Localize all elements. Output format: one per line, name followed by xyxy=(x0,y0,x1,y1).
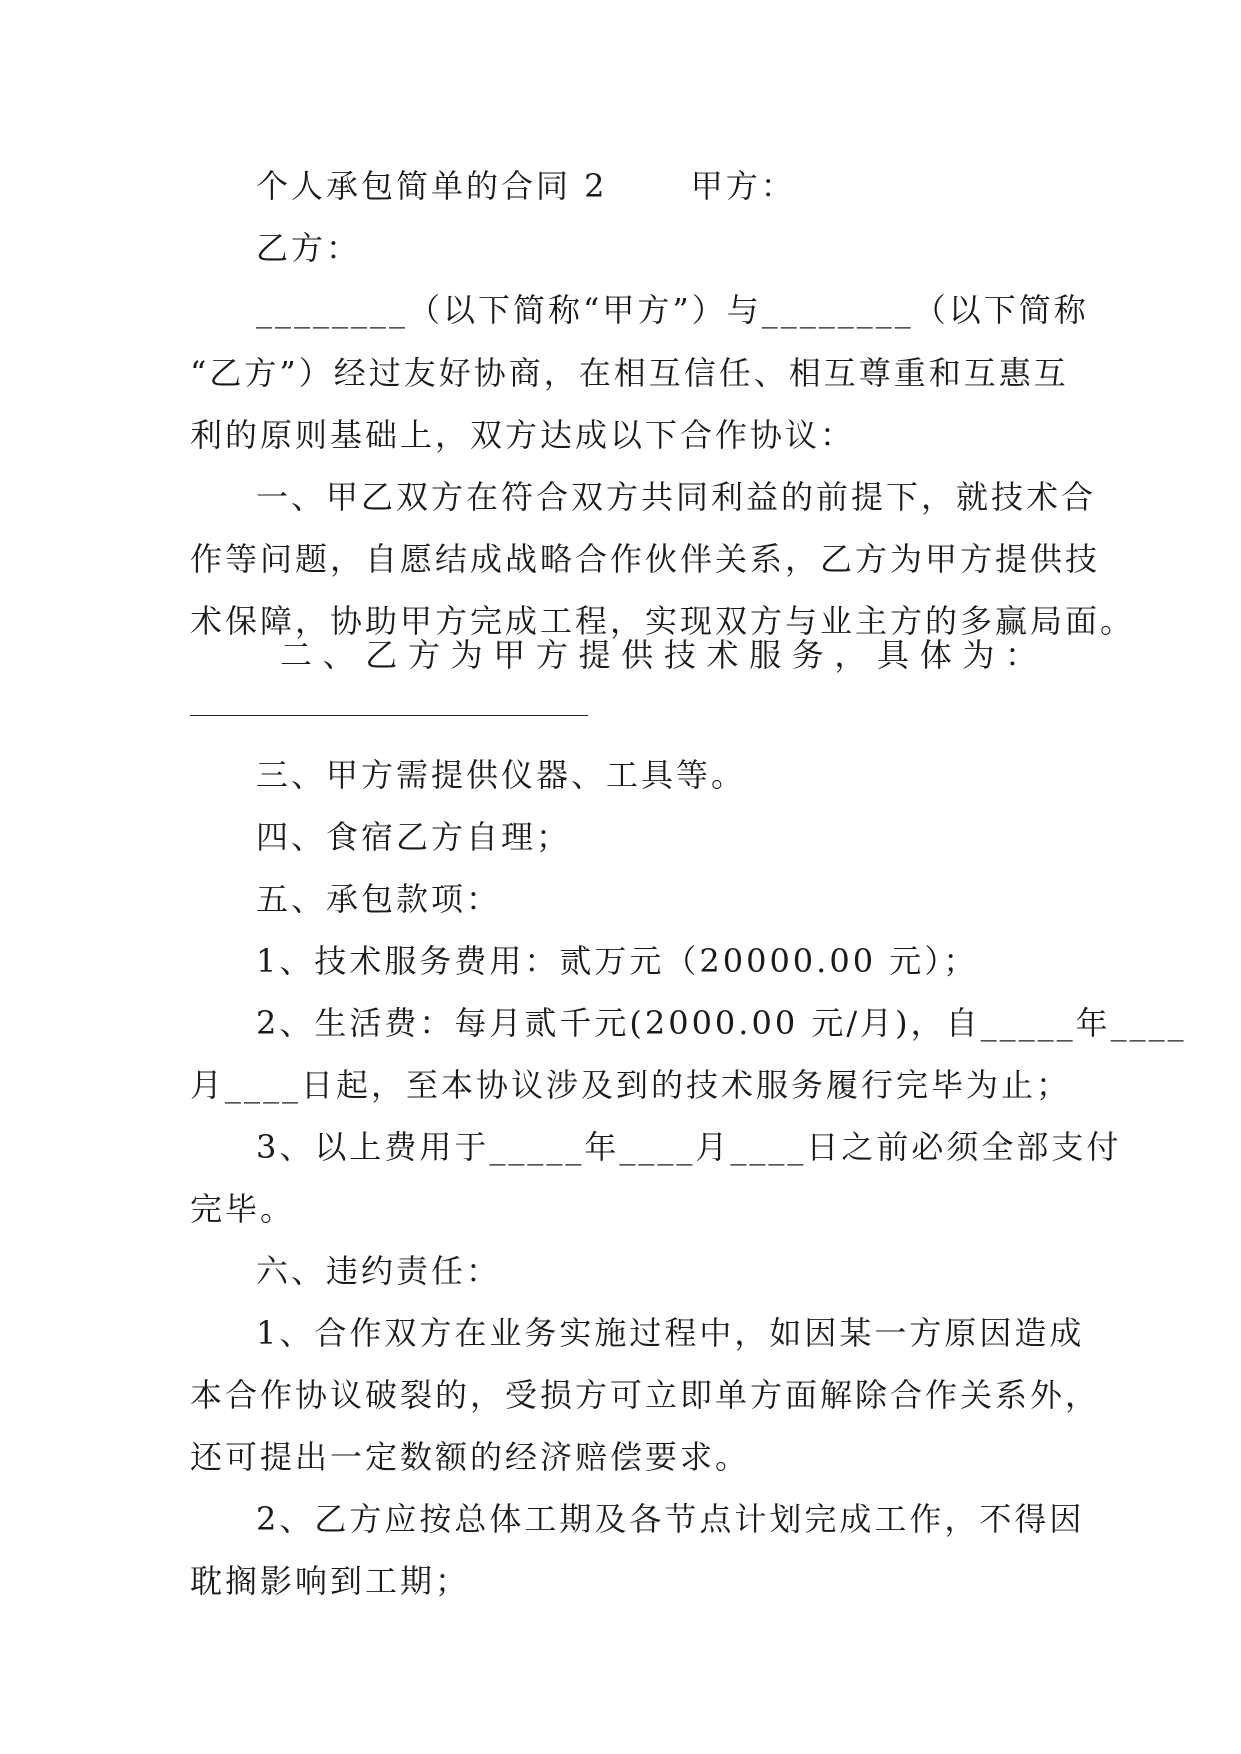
clause-5-heading: 五、承包款项： xyxy=(256,880,502,918)
clause-6-item-1-line-1: 1、合作双方在业务实施过程中，如因某一方原因造成 xyxy=(256,1314,1085,1352)
clause-5-item-1: 1、技术服务费用：贰万元（20000.00 元）； xyxy=(256,942,979,980)
intro-line-2: “乙方”）经过友好协商，在相互信任、相互尊重和互惠互 xyxy=(190,354,1069,392)
clause-1-line-2: 作等问题，自愿结成战略合作伙伴关系，乙方为甲方提供技 xyxy=(190,540,1101,578)
party-b-line: 乙方： xyxy=(256,229,362,267)
clause-2-line: 二、乙方为甲方提供技术服务，具体为： xyxy=(280,636,1040,674)
intro-line-3: 利的原则基础上，双方达成以下合作协议： xyxy=(190,416,856,454)
title-line: 个人承包简单的合同 2 甲方： xyxy=(256,167,796,205)
clause-6-item-1-line-3: 还可提出一定数额的经济赔偿要求。 xyxy=(190,1438,751,1476)
clause-3-line: 三、甲方需提供仪器、工具等。 xyxy=(256,756,747,794)
clause-6-heading: 六、违约责任： xyxy=(256,1252,502,1290)
clause-1-line-1: 一、甲乙双方在符合双方共同利益的前提下，就技术合 xyxy=(256,478,1097,516)
clause-1-line-3: 术保障，协助甲方完成工程，实现双方与业主方的多赢局面。 xyxy=(190,602,1136,640)
clause-5-item-2-line-1: 2、生活费：每月贰千元(2000.00 元/月)，自_____年____ xyxy=(256,1004,1187,1042)
clause-5-item-3-line-2: 完毕。 xyxy=(190,1190,296,1228)
clause-6-item-2-line-2: 耽搁影响到工期； xyxy=(190,1562,471,1600)
intro-line-1: ________（以下简称“甲方”）与________（以下简称 xyxy=(256,291,1089,329)
clause-4-line: 四、食宿乙方自理； xyxy=(256,818,572,856)
clause-5-item-2-line-2: 月____日起，至本协议涉及到的技术服务履行完毕为止； xyxy=(190,1066,1072,1104)
clause-5-item-3-line-1: 3、以上费用于_____年____月____日之前必须全部支付 xyxy=(256,1128,1122,1166)
clause-6-item-2-line-1: 2、乙方应按总体工期及各节点计划完成工作，不得因 xyxy=(256,1500,1085,1538)
clause-6-item-1-line-2: 本合作协议破裂的，受损方可立即单方面解除合作关系外， xyxy=(190,1376,1101,1414)
clause-2-blank-rule xyxy=(190,715,588,716)
